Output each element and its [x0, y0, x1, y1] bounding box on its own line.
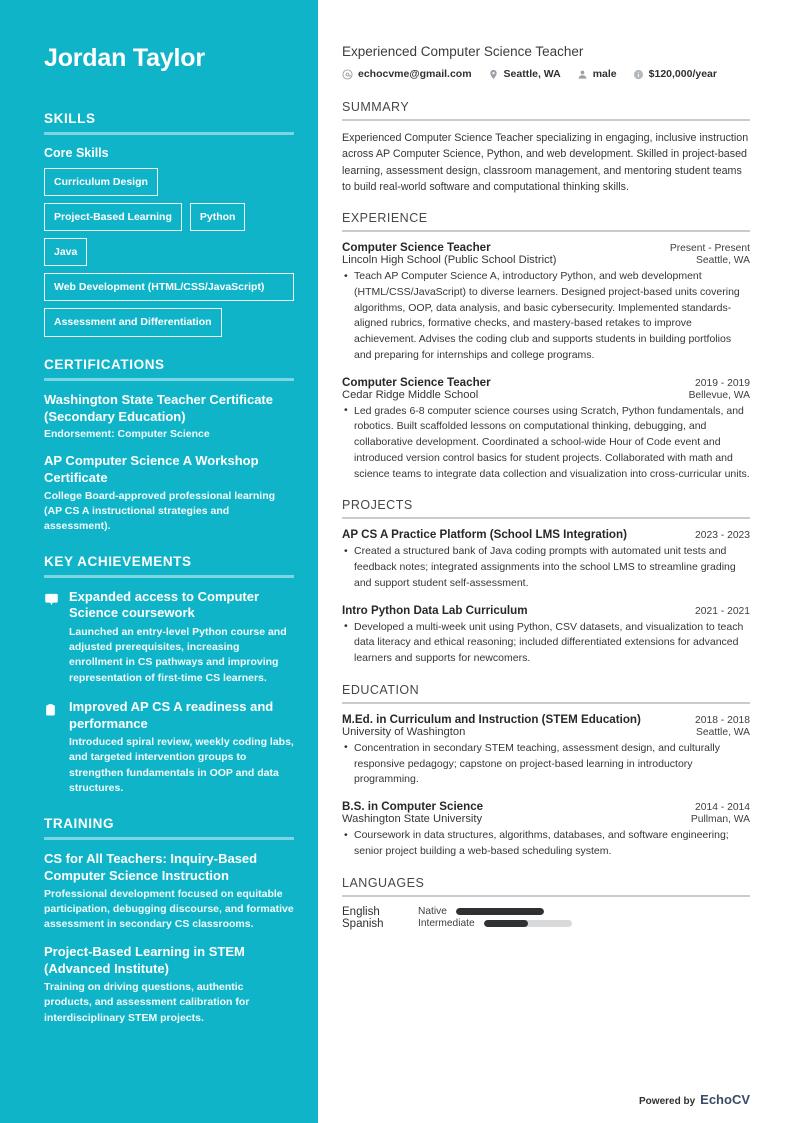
- achievements-heading: KEY ACHIEVEMENTS: [44, 553, 192, 569]
- entry-date: 2023 - 2023: [695, 530, 750, 542]
- section-languages: [342, 876, 750, 930]
- entry-location: Bellevue, WA: [688, 389, 750, 401]
- entry-date: 2018 - 2018: [695, 714, 750, 726]
- skill-chip[interactable]: Assessment and Differentiation: [44, 308, 222, 336]
- sidebar-section-achievements: [44, 554, 294, 796]
- powered-by-label: Powered by: [639, 1096, 696, 1107]
- salary-info-icon: [633, 69, 644, 80]
- achievement-item: [44, 589, 294, 686]
- language-level: Intermediate: [418, 918, 475, 930]
- projects-heading: PROJECTS: [342, 498, 413, 513]
- entry-item: [342, 376, 750, 483]
- training-item: [44, 944, 294, 1025]
- entry-title: Intro Python Data Lab Curriculum: [342, 603, 528, 617]
- language-item: [342, 918, 602, 930]
- entry-title-row: [342, 241, 750, 254]
- entry-date: 2021 - 2021: [695, 605, 750, 617]
- language-level-bar: [484, 920, 572, 927]
- achievement-title: Improved AP CS A readiness and performance: [69, 698, 274, 731]
- entry-location: Seattle, WA: [696, 255, 750, 267]
- achievement-list: [44, 589, 294, 796]
- entry-bullet-list: [342, 544, 750, 591]
- entry-bullet-list: [342, 620, 750, 667]
- section-projects: [342, 498, 750, 667]
- sidebar-section-certifications: [44, 357, 294, 534]
- entry-bullet-list: [342, 269, 750, 364]
- language-level: Native: [418, 906, 447, 918]
- echocv-brand: EchoCV: [700, 1092, 750, 1107]
- entry-location: Pullman, WA: [690, 814, 750, 826]
- language-level-bar: [456, 908, 544, 915]
- experience-list: [342, 241, 750, 482]
- experience-divider: [342, 230, 750, 232]
- achievement-body: [69, 699, 294, 796]
- training-list: [44, 851, 294, 1026]
- clipboard-icon: [44, 699, 60, 717]
- certification-description: College Board-approved professional learning (AP CS A instructional strategies and assessment).: [44, 490, 276, 532]
- language-name: Spanish: [342, 917, 384, 930]
- entry-organization: University of Washington: [342, 725, 466, 738]
- entry-title-row: [342, 376, 750, 389]
- entry-bullet-list: [342, 404, 750, 483]
- achievement-body: [69, 589, 294, 686]
- training-description: Training on driving questions, authentic products, and assessment calibration for interdisciplinary STEM projects.: [44, 981, 250, 1024]
- certification-item: [44, 453, 294, 534]
- entry-organization: Washington State University: [342, 813, 483, 826]
- languages-divider: [342, 895, 750, 897]
- entry-org-row: [342, 254, 750, 266]
- training-description: Professional development focused on equitable participation, debugging discourse, and formative assessment in secondary CS classrooms.: [44, 887, 294, 931]
- entry-bullet: • Concentration in secondary STEM teaching, assessment design, and culturally responsive pedagogy; capstone on project-based learning in introductory programming.: [342, 741, 750, 788]
- entry-date: 2019 - 2019: [695, 377, 750, 389]
- contact-item: [577, 68, 617, 80]
- training-heading: TRAINING: [44, 816, 115, 832]
- certification-item: [44, 392, 294, 443]
- summary-text: Experienced Computer Science Teacher specializing in engaging, inclusive instruction across AP Computer Science, Python, and web development. Skilled in project-based learning, assessment design, classroom management, and mentoring student teams to build real-world software and computational thinking skills.: [342, 132, 749, 193]
- skill-chip[interactable]: Curriculum Design: [44, 168, 158, 196]
- projects-divider: [342, 517, 750, 519]
- contact-value: $120,000/year: [648, 68, 717, 80]
- entry-date: 2014 - 2014: [695, 802, 750, 814]
- sidebar-section-training: [44, 816, 294, 1026]
- language-name: English: [342, 905, 380, 918]
- language-list: [342, 906, 750, 930]
- summary-heading: SUMMARY: [342, 100, 410, 114]
- achievement-item: [44, 699, 294, 796]
- main-content: [318, 0, 794, 1123]
- entry-title-row: [342, 800, 750, 813]
- education-list: [342, 713, 750, 860]
- contact-value: male: [592, 68, 617, 80]
- training-title: Project-Based Learning in STEM (Advanced Institute): [44, 944, 245, 977]
- contact-item: [633, 68, 717, 80]
- languages-heading: LANGUAGES: [342, 875, 425, 890]
- entry-item: [342, 604, 750, 667]
- summary-divider: [342, 119, 750, 121]
- speech-bubble-icon: [44, 589, 60, 607]
- entry-bullet: • Led grades 6-8 computer science courses using Scratch, Python fundamentals, and robotics. Built scaffolded lessons on computational thinking, debugging, and collaborative development. Coordinated a school-wide Hour of Code event and introduced version control basics for student projects. Collaborated with math and science teams to integrate data collection and visualization into cross-curricular units.: [342, 404, 750, 483]
- projects-list: [342, 528, 750, 667]
- entry-item: [342, 528, 750, 591]
- entry-item: [342, 241, 750, 364]
- entry-bullet-list: [342, 828, 750, 860]
- entry-bullet-list: [342, 741, 750, 788]
- achievement-title: Expanded access to Computer Science coursework: [69, 588, 259, 621]
- entry-org-row: [342, 813, 750, 825]
- entry-bullet: • Coursework in data structures, algorithms, databases, and software engineering; senior project building a web-based scheduling system.: [342, 828, 750, 860]
- footer-branding: [639, 1092, 750, 1107]
- entry-organization: Cedar Ridge Middle School: [342, 388, 479, 401]
- experience-heading: EXPERIENCE: [342, 211, 428, 226]
- entry-title-row: [342, 604, 750, 617]
- email-icon: [342, 69, 353, 80]
- sidebar-section-skills: [44, 111, 294, 337]
- location-pin-icon: [488, 69, 499, 80]
- skills-heading: SKILLS: [44, 110, 96, 126]
- entry-bullet: • Developed a multi-week unit using Python, CSV datasets, and visualization to teach data literacy and ethical reasoning; included differentiated extensions for advanced learners and supports for newcomers.: [342, 620, 750, 667]
- certification-title: AP Computer Science A Workshop Certificate: [44, 453, 259, 486]
- entry-title: AP CS A Practice Platform (School LMS Integration): [342, 528, 627, 542]
- education-heading: EDUCATION: [342, 682, 420, 697]
- person-icon: [577, 69, 588, 80]
- contact-item: [342, 68, 472, 80]
- section-summary: [342, 100, 750, 195]
- certification-title: Washington State Teacher Certificate (Secondary Education): [44, 391, 273, 424]
- entry-title: Computer Science Teacher: [342, 241, 491, 255]
- job-headline: Experienced Computer Science Teacher: [342, 44, 584, 59]
- section-experience: [342, 211, 750, 482]
- certification-list: [44, 392, 294, 534]
- entry-organization: Lincoln High School (Public School District): [342, 254, 557, 267]
- certifications-divider: [44, 378, 294, 381]
- candidate-name: Jordan Taylor: [44, 44, 205, 72]
- contact-item: [488, 68, 561, 80]
- achievements-divider: [44, 575, 294, 578]
- entry-title-row: [342, 528, 750, 541]
- entry-location: Seattle, WA: [696, 726, 750, 738]
- entry-title: Computer Science Teacher: [342, 375, 491, 389]
- skill-chip[interactable]: Web Development (HTML/CSS/JavaScript): [44, 273, 294, 301]
- certifications-heading: CERTIFICATIONS: [44, 356, 165, 372]
- skill-chip[interactable]: Java: [44, 238, 87, 266]
- contact-bar: [342, 68, 750, 80]
- achievement-description: Launched an entry-level Python course and adjusted prerequisites, increasing enrollment in CS pathways and improving representation of first-time CS learners.: [69, 626, 287, 684]
- contact-value: Seattle, WA: [503, 68, 561, 80]
- skills-divider: [44, 132, 294, 135]
- section-education: [342, 683, 750, 860]
- entry-org-row: [342, 726, 750, 738]
- entry-bullet: • Teach AP Computer Science A, introductory Python, and web development (HTML/CSS/JavaScript) to diverse learners. Designed project-based units covering algorithms, OOP, data analysis, and basic cybersecurity. Implemented standards-aligned rubrics, formative checks, and mastery-based retakes to improve achievement. Advises the coding club and supports students in building portfolios and preparing for internships and college programs.: [342, 269, 750, 364]
- entry-item: [342, 713, 750, 788]
- entry-item: [342, 800, 750, 860]
- training-item: [44, 851, 294, 932]
- training-divider: [44, 837, 294, 840]
- training-title: CS for All Teachers: Inquiry-Based Computer Science Instruction: [44, 851, 258, 883]
- entry-title: B.S. in Computer Science: [342, 800, 484, 814]
- contact-value: echocvme@gmail.com: [358, 68, 472, 80]
- skill-chip-list: [44, 168, 294, 337]
- certification-description: Endorsement: Computer Science: [44, 428, 210, 441]
- entry-title: M.Ed. in Curriculum and Instruction (STEM Education): [342, 712, 641, 726]
- entry-date: Present - Present: [669, 243, 750, 255]
- entry-bullet: • Created a structured bank of Java coding prompts with automated unit tests and feedback notes; integrated assignments into the school LMS to streamline grading and support student self-assessment.: [342, 544, 750, 591]
- language-item: [342, 906, 574, 918]
- education-divider: [342, 702, 750, 704]
- achievement-description: Introduced spiral review, weekly coding labs, and targeted intervention groups to strengthen fundamentals in OOP and data structures.: [69, 736, 294, 794]
- core-skills-label: Core Skills: [44, 145, 109, 160]
- sidebar: [0, 0, 318, 1123]
- skill-chip[interactable]: Project-Based Learning: [44, 203, 182, 231]
- skill-chip[interactable]: Python: [190, 203, 246, 231]
- entry-org-row: [342, 389, 750, 401]
- entry-title-row: [342, 713, 750, 726]
